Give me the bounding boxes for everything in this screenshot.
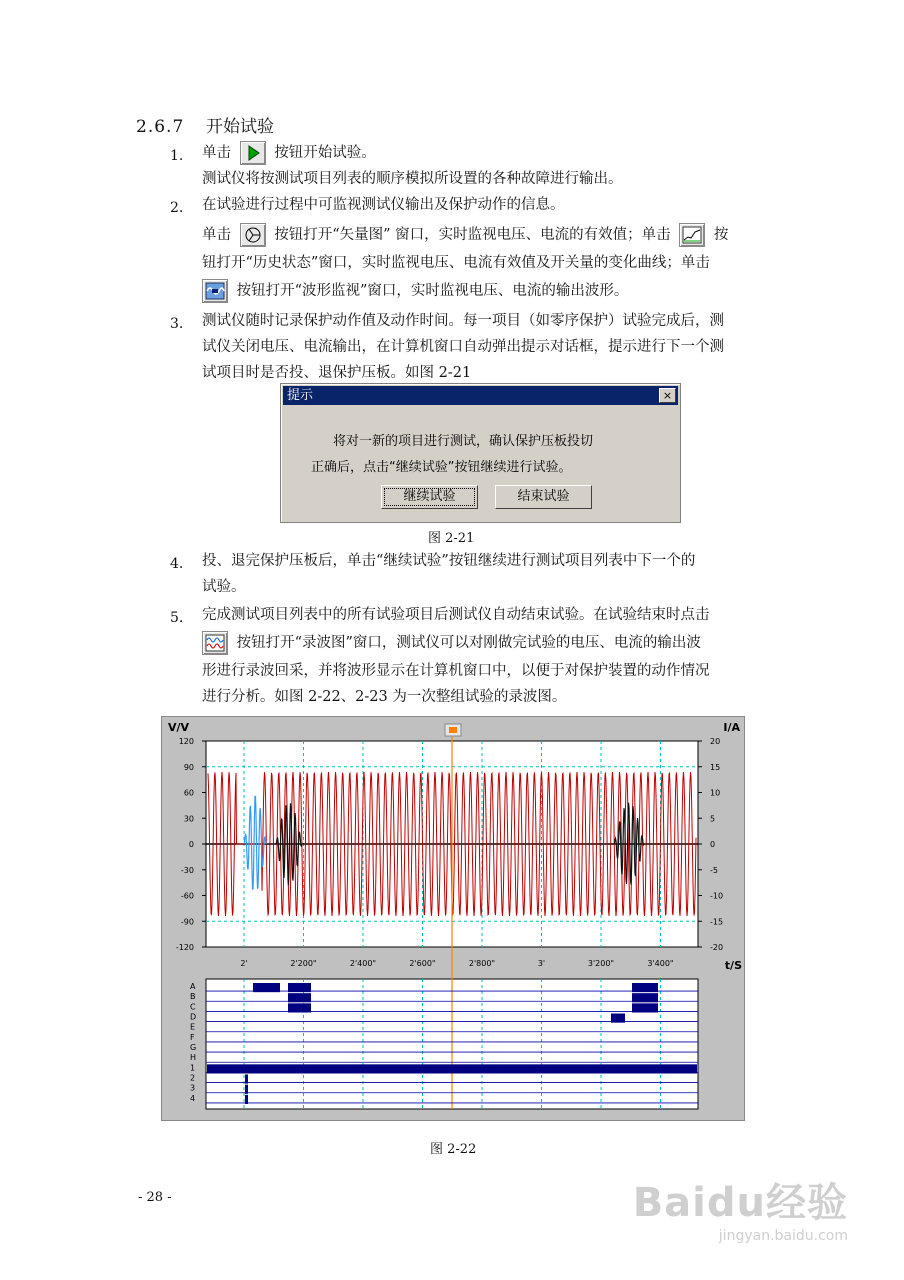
channel-A-event [253,983,280,992]
current-tick: 15 [710,762,721,772]
current-tick: 20 [710,737,721,746]
figure-2-21-caption: 图 2-21 [428,531,475,546]
item-number-4: 4. [170,556,184,572]
channel-label: E [190,1022,196,1032]
item-5-line-1: 完成测试项目列表中的所有试验项目后测试仪自动结束试验。在试验结束时点击 [202,607,710,623]
channel-1-event [207,1064,697,1073]
cursor-handle-mark [449,727,457,733]
dialog-message-2: 正确后，点击“继续试验”按钮继续进行试验。 [311,460,572,475]
item-5-text-b: 按钮打开“录波图”窗口，测试仪可以对刚做完试验的电压、电流的输出波 [236,635,701,651]
voltage-unit-label: V/V [168,721,190,734]
record-wave-icon[interactable] [202,631,228,655]
dialog-message-1: 将对一新的项目进行测试，确认保护压板投切 [333,434,594,449]
current-tick: 0 [710,840,716,849]
time-unit-label: t/S [724,959,742,972]
item-3-text-b: 试仪关闭电压、电流输出，在计算机窗口自动弹出提示对话框，提示进行下一个测 [202,339,724,355]
channel-4-event [245,1095,248,1104]
channel-label: 4 [190,1093,196,1103]
page-number: - 28 - [138,1190,172,1205]
item-3-text-c: 试项目时是否投、退保护压板。如图 2-21 [202,365,472,381]
channel-label: 2 [190,1073,196,1083]
item-1 [202,140,623,192]
channel-B-event [632,993,658,1002]
item-5-line-2 [202,630,701,656]
channel-A-event [288,983,311,992]
figure-2-22-caption: 图 2-22 [430,1142,477,1157]
channel-3-event [245,1085,248,1094]
item-number-1: 1. [170,148,184,164]
channel-label: B [190,992,196,1002]
voltage-tick: -30 [180,865,194,875]
item-2-text-d: 按 [713,227,729,243]
channel-C-event [288,1003,311,1012]
time-tick: 3'200" [587,959,615,968]
item-2-text-e: 按钮打开“波形监视”窗口，实时监视电压、电流的输出波形。 [236,283,629,299]
watermark-brand: Baidu经验 [632,1180,848,1226]
time-tick: 2' [240,959,248,968]
channel-C-event [632,1003,658,1012]
baidu-watermark [633,1171,848,1244]
channel-label: D [190,1012,197,1022]
voltage-tick: -90 [180,917,194,927]
dialog-titlebar [283,386,678,405]
item-2-line-3: 钮打开“历史状态”窗口，实时监视电压、电流有效值及开关量的变化曲线；单击 [202,255,710,271]
current-tick: -20 [710,943,724,952]
voltage-tick: 0 [188,840,194,849]
voltage-tick: 60 [183,788,194,798]
item-2-text-c: 按钮打开“矢量图” 窗口，实时监视电压、电流的有效值；单击 [274,227,671,243]
channel-label: 3 [190,1083,196,1093]
time-tick: 2'800" [468,959,496,968]
time-tick: 3'400" [647,959,674,968]
continue-test-button[interactable]: 继续试验 [381,485,478,509]
item-number-5: 5. [170,610,184,626]
voltage-tick: 30 [183,814,194,824]
channel-label: A [190,982,196,991]
dialog-title: 提示 [287,388,314,403]
waveform-chart [162,717,744,1120]
item-number-3: 3. [170,316,184,332]
end-test-button[interactable]: 结束试验 [495,485,592,509]
section-number: 2.6.7 [136,117,185,137]
voltage-tick: -60 [180,891,194,901]
item-2-text-b: 单击 [202,227,231,243]
item-3 [202,308,724,386]
channel-label: G [190,1043,197,1052]
item-4-text-b: 试验。 [202,579,246,595]
item-4 [202,548,695,600]
channel-label: 1 [190,1063,196,1073]
current-tick: 5 [710,814,716,824]
voltage-tick: -120 [175,943,194,952]
current-tick: 10 [710,788,721,798]
waveform-recorder-panel [161,716,745,1121]
voltage-tick: 120 [178,737,194,746]
item-1-text-b: 按钮开始试验。 [274,145,376,161]
channel-A-event [632,983,658,992]
channel-2-event [245,1075,248,1084]
item-2 [202,192,565,218]
time-tick: 2'400" [349,959,377,968]
item-2-text-a: 在试验进行过程中可监视测试仪输出及保护动作的信息。 [202,197,565,213]
item-1-text-c: 测试仪将按测试项目列表的顺序模拟所设置的各种故障进行输出。 [202,171,623,187]
channel-label: F [190,1032,195,1042]
item-5-line-3: 形进行录波回采，并将波形显示在计算机窗口中，以便于对保护装置的动作情况 [202,663,710,679]
voltage-tick: 90 [183,762,194,772]
item-5-line-4: 进行分析。如图 2-22、2-23 为一次整组试验的录波图。 [202,689,567,705]
channel-D-event [611,1014,625,1023]
item-1-text-a: 单击 [202,145,231,161]
section-heading [136,112,274,137]
channel-label: H [190,1053,197,1063]
prompt-dialog [280,383,681,523]
time-tick: 3' [537,959,546,968]
item-2-line-2 [202,222,728,248]
item-2-line-4 [202,278,628,304]
close-button[interactable]: × [659,388,676,403]
current-tick: -15 [710,917,724,927]
item-3-text-a: 测试仪随时记录保护动作值及动作时间。每一项目（如零序保护）试验完成后，测 [202,313,724,329]
watermark-url: jingyan.baidu.com [718,1228,848,1244]
wave-monitor-icon[interactable] [202,279,228,303]
item-number-2: 2. [170,200,184,216]
time-tick: 2'600" [409,959,436,968]
vector-diagram-icon[interactable] [240,223,266,247]
history-state-icon[interactable] [679,223,705,247]
section-title: 开始试验 [206,117,274,137]
play-icon[interactable] [240,141,266,165]
current-unit-label: I/A [723,721,740,734]
time-tick: 2'200" [290,959,317,968]
item-4-text-a: 投、退完保护压板后，单击“继续试验”按钮继续进行测试项目列表中下一个的 [202,553,696,569]
current-tick: -5 [710,865,718,875]
channel-B-event [288,993,311,1002]
channel-label: C [190,1002,196,1012]
current-tick: -10 [710,891,724,901]
